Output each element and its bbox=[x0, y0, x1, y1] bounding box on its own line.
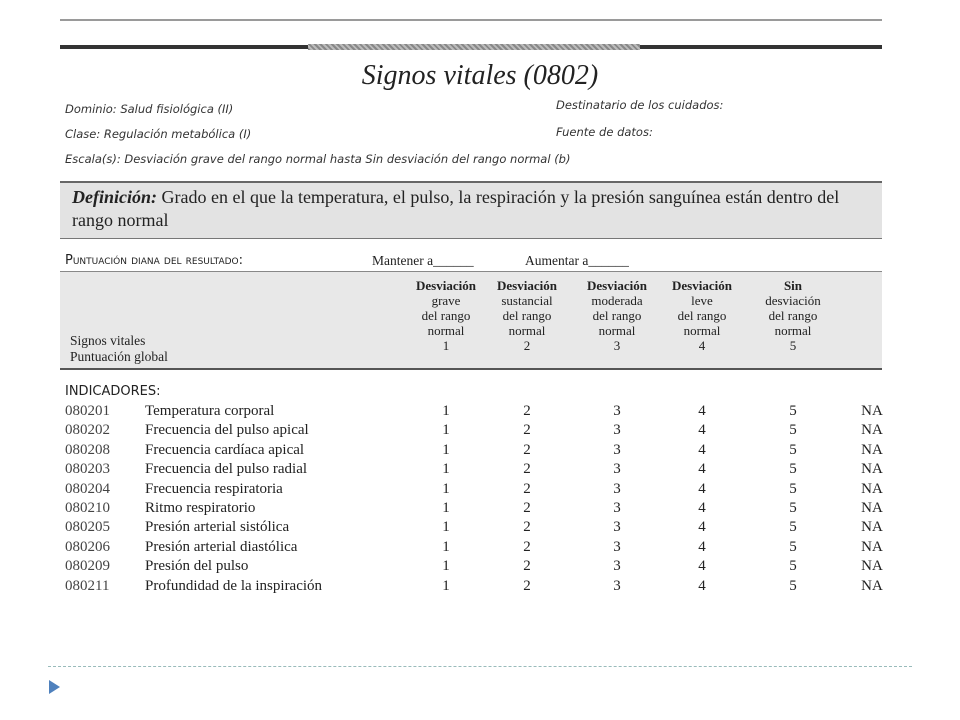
score-option[interactable]: 3 bbox=[613, 577, 621, 594]
score-option[interactable]: 4 bbox=[698, 558, 706, 575]
indicator-code: 080206 bbox=[65, 538, 110, 555]
score-option[interactable]: 2 bbox=[523, 422, 531, 439]
indicator-name: Frecuencia respiratoria bbox=[145, 480, 283, 497]
score-option[interactable]: 2 bbox=[523, 403, 531, 419]
indicator-row bbox=[65, 519, 895, 538]
bullet-triangle-icon bbox=[49, 680, 60, 694]
score-option[interactable]: 3 bbox=[613, 422, 621, 439]
header-row-label: Signos vitales bbox=[70, 333, 146, 348]
score-option[interactable]: 3 bbox=[613, 403, 621, 419]
score-option[interactable]: NA bbox=[861, 558, 883, 575]
score-option[interactable]: 4 bbox=[698, 519, 706, 536]
column-header-line: sustancial bbox=[501, 293, 553, 308]
score-option[interactable]: 2 bbox=[523, 558, 531, 575]
indicator-name: Ritmo respiratorio bbox=[145, 500, 256, 516]
score-option[interactable]: 1 bbox=[442, 519, 450, 536]
indicator-code: 080211 bbox=[65, 577, 110, 594]
scale-column-header bbox=[572, 278, 662, 353]
increase-field: Aumentar a______ bbox=[525, 253, 629, 268]
indicator-name: Profundidad de la inspiración bbox=[145, 577, 323, 594]
indicator-code: 080204 bbox=[65, 480, 110, 497]
score-option[interactable]: 5 bbox=[789, 558, 797, 575]
column-header-line: moderada bbox=[591, 293, 643, 308]
score-option[interactable]: 4 bbox=[698, 441, 706, 458]
scale-column-header bbox=[748, 278, 838, 353]
indicator-code: 080203 bbox=[65, 461, 110, 478]
score-option[interactable]: 5 bbox=[789, 480, 797, 497]
column-header-line: grave bbox=[431, 293, 461, 308]
score-option[interactable]: 4 bbox=[698, 461, 706, 478]
indicator-code: 080202 bbox=[65, 422, 110, 439]
column-score: 3 bbox=[613, 338, 621, 353]
score-option[interactable]: 4 bbox=[698, 422, 706, 439]
score-option[interactable]: 2 bbox=[523, 500, 531, 516]
meta-clase: Clase: Regulación metabólica (I) bbox=[65, 127, 252, 141]
score-option[interactable]: 1 bbox=[442, 422, 450, 439]
score-option[interactable]: 3 bbox=[613, 500, 621, 516]
column-header-line: Desviación bbox=[416, 278, 476, 293]
indicator-row bbox=[65, 558, 895, 577]
top-rule bbox=[60, 19, 882, 21]
score-option[interactable]: NA bbox=[861, 422, 883, 439]
score-option[interactable]: 5 bbox=[789, 538, 797, 555]
definition-label: Definición: bbox=[72, 187, 157, 207]
column-header-line: Sin bbox=[783, 278, 803, 293]
score-option[interactable]: 1 bbox=[442, 500, 450, 516]
score-option[interactable]: 4 bbox=[698, 538, 706, 555]
indicators-label: INDICADORES: bbox=[65, 384, 161, 399]
indicator-code: 080201 bbox=[65, 403, 110, 419]
indicator-row bbox=[65, 539, 895, 558]
header-row-label: Puntuación global bbox=[70, 349, 168, 364]
column-score: 5 bbox=[789, 338, 797, 353]
score-option[interactable]: 2 bbox=[523, 519, 531, 536]
score-option[interactable]: 1 bbox=[442, 403, 450, 419]
score-option[interactable]: 2 bbox=[523, 441, 531, 458]
indicator-row bbox=[65, 442, 895, 461]
score-option[interactable]: NA bbox=[861, 480, 883, 497]
column-header-line: desviación bbox=[765, 293, 821, 308]
title-rule-ornament bbox=[308, 44, 640, 50]
column-header-line: del rango bbox=[677, 308, 727, 323]
scale-column-header bbox=[401, 278, 491, 353]
indicator-row bbox=[65, 578, 895, 597]
indicator-code: 080208 bbox=[65, 441, 110, 458]
score-option[interactable]: 3 bbox=[613, 461, 621, 478]
score-option[interactable]: 4 bbox=[698, 403, 706, 419]
indicator-row bbox=[65, 481, 895, 500]
column-header-line: del rango bbox=[768, 308, 818, 323]
score-option[interactable]: 3 bbox=[613, 480, 621, 497]
score-option[interactable]: 1 bbox=[442, 461, 450, 478]
column-header-line: normal bbox=[508, 323, 546, 338]
column-header-line: normal bbox=[427, 323, 465, 338]
score-option[interactable]: NA bbox=[861, 500, 883, 516]
score-option[interactable]: NA bbox=[861, 519, 883, 536]
column-header-line: Desviación bbox=[672, 278, 732, 293]
indicator-code: 080210 bbox=[65, 500, 110, 516]
indicator-name: Presión arterial diastólica bbox=[145, 538, 298, 555]
column-header-line: normal bbox=[774, 323, 812, 338]
column-header-line: leve bbox=[691, 293, 713, 308]
score-option[interactable]: 5 bbox=[789, 461, 797, 478]
score-option[interactable]: 2 bbox=[523, 577, 531, 594]
score-option[interactable]: 1 bbox=[442, 480, 450, 497]
target-score-label: Puntuación diana del resultado: bbox=[65, 253, 244, 268]
indicator-row bbox=[65, 500, 895, 519]
column-score: 1 bbox=[442, 338, 450, 353]
score-option[interactable]: 3 bbox=[613, 519, 621, 536]
meta-escala: Escala(s): Desviación grave del rango normal hasta Sin desviación del rango normal (b) bbox=[65, 152, 571, 166]
indicator-row bbox=[65, 461, 895, 480]
column-score: 2 bbox=[523, 338, 531, 353]
meta-fuente: Fuente de datos: bbox=[556, 125, 653, 139]
score-option[interactable]: 5 bbox=[789, 441, 797, 458]
indicator-name: Frecuencia cardíaca apical bbox=[145, 441, 305, 458]
indicator-row bbox=[65, 422, 895, 441]
definition bbox=[72, 186, 852, 232]
column-header-line: del rango bbox=[421, 308, 471, 323]
score-option[interactable]: 5 bbox=[789, 519, 797, 536]
indicator-code: 080209 bbox=[65, 558, 110, 575]
indicator-name: Temperatura corporal bbox=[145, 403, 275, 419]
score-option[interactable]: NA bbox=[861, 461, 883, 478]
scale-column-header bbox=[657, 278, 747, 353]
column-header-line: normal bbox=[683, 323, 721, 338]
score-option[interactable]: 5 bbox=[789, 422, 797, 439]
meta-destinatario: Destinatario de los cuidados: bbox=[556, 98, 724, 112]
score-option[interactable]: 4 bbox=[698, 480, 706, 497]
column-score: 4 bbox=[698, 338, 706, 353]
score-option[interactable]: 1 bbox=[442, 441, 450, 458]
score-option[interactable]: 2 bbox=[523, 538, 531, 555]
score-option[interactable]: 2 bbox=[523, 461, 531, 478]
indicator-name: Frecuencia del pulso radial bbox=[145, 461, 308, 478]
score-option[interactable]: NA bbox=[861, 538, 883, 555]
page-title: Signos vitales (0802) bbox=[361, 60, 599, 91]
indicator-name: Presión arterial sistólica bbox=[145, 519, 290, 536]
maintain-field: Mantener a______ bbox=[372, 253, 474, 268]
indicator-row bbox=[65, 403, 895, 422]
score-option[interactable]: 4 bbox=[698, 500, 706, 516]
score-option[interactable]: 3 bbox=[613, 441, 621, 458]
score-option[interactable]: 1 bbox=[442, 558, 450, 575]
score-option[interactable]: 5 bbox=[789, 500, 797, 516]
score-option[interactable]: 1 bbox=[442, 538, 450, 555]
column-header-line: Desviación bbox=[497, 278, 557, 293]
scale-column-header bbox=[482, 278, 572, 353]
score-option[interactable]: NA bbox=[861, 577, 883, 594]
indicator-name: Frecuencia del pulso apical bbox=[145, 422, 309, 439]
meta-dominio: Dominio: Salud fisiológica (II) bbox=[65, 102, 234, 116]
score-option[interactable]: 1 bbox=[442, 577, 450, 594]
indicator-code: 080205 bbox=[65, 519, 110, 536]
score-option[interactable]: 2 bbox=[523, 480, 531, 497]
score-option[interactable]: NA bbox=[861, 441, 883, 458]
score-option[interactable]: 3 bbox=[613, 558, 621, 575]
slide-divider bbox=[48, 666, 912, 667]
score-option[interactable]: NA bbox=[861, 403, 883, 419]
score-option[interactable]: 3 bbox=[613, 538, 621, 555]
score-option[interactable]: 5 bbox=[789, 403, 797, 419]
column-header-line: Desviación bbox=[587, 278, 647, 293]
column-header-line: del rango bbox=[592, 308, 642, 323]
column-header-line: del rango bbox=[502, 308, 552, 323]
column-header-line: normal bbox=[598, 323, 636, 338]
score-option[interactable]: 4 bbox=[698, 577, 706, 594]
score-option[interactable]: 5 bbox=[789, 577, 797, 594]
indicator-name: Presión del pulso bbox=[145, 558, 249, 575]
definition-text: Grado en el que la temperatura, el pulso, la respiración y la presión sanguínea están dentro del rango normal bbox=[72, 187, 840, 230]
